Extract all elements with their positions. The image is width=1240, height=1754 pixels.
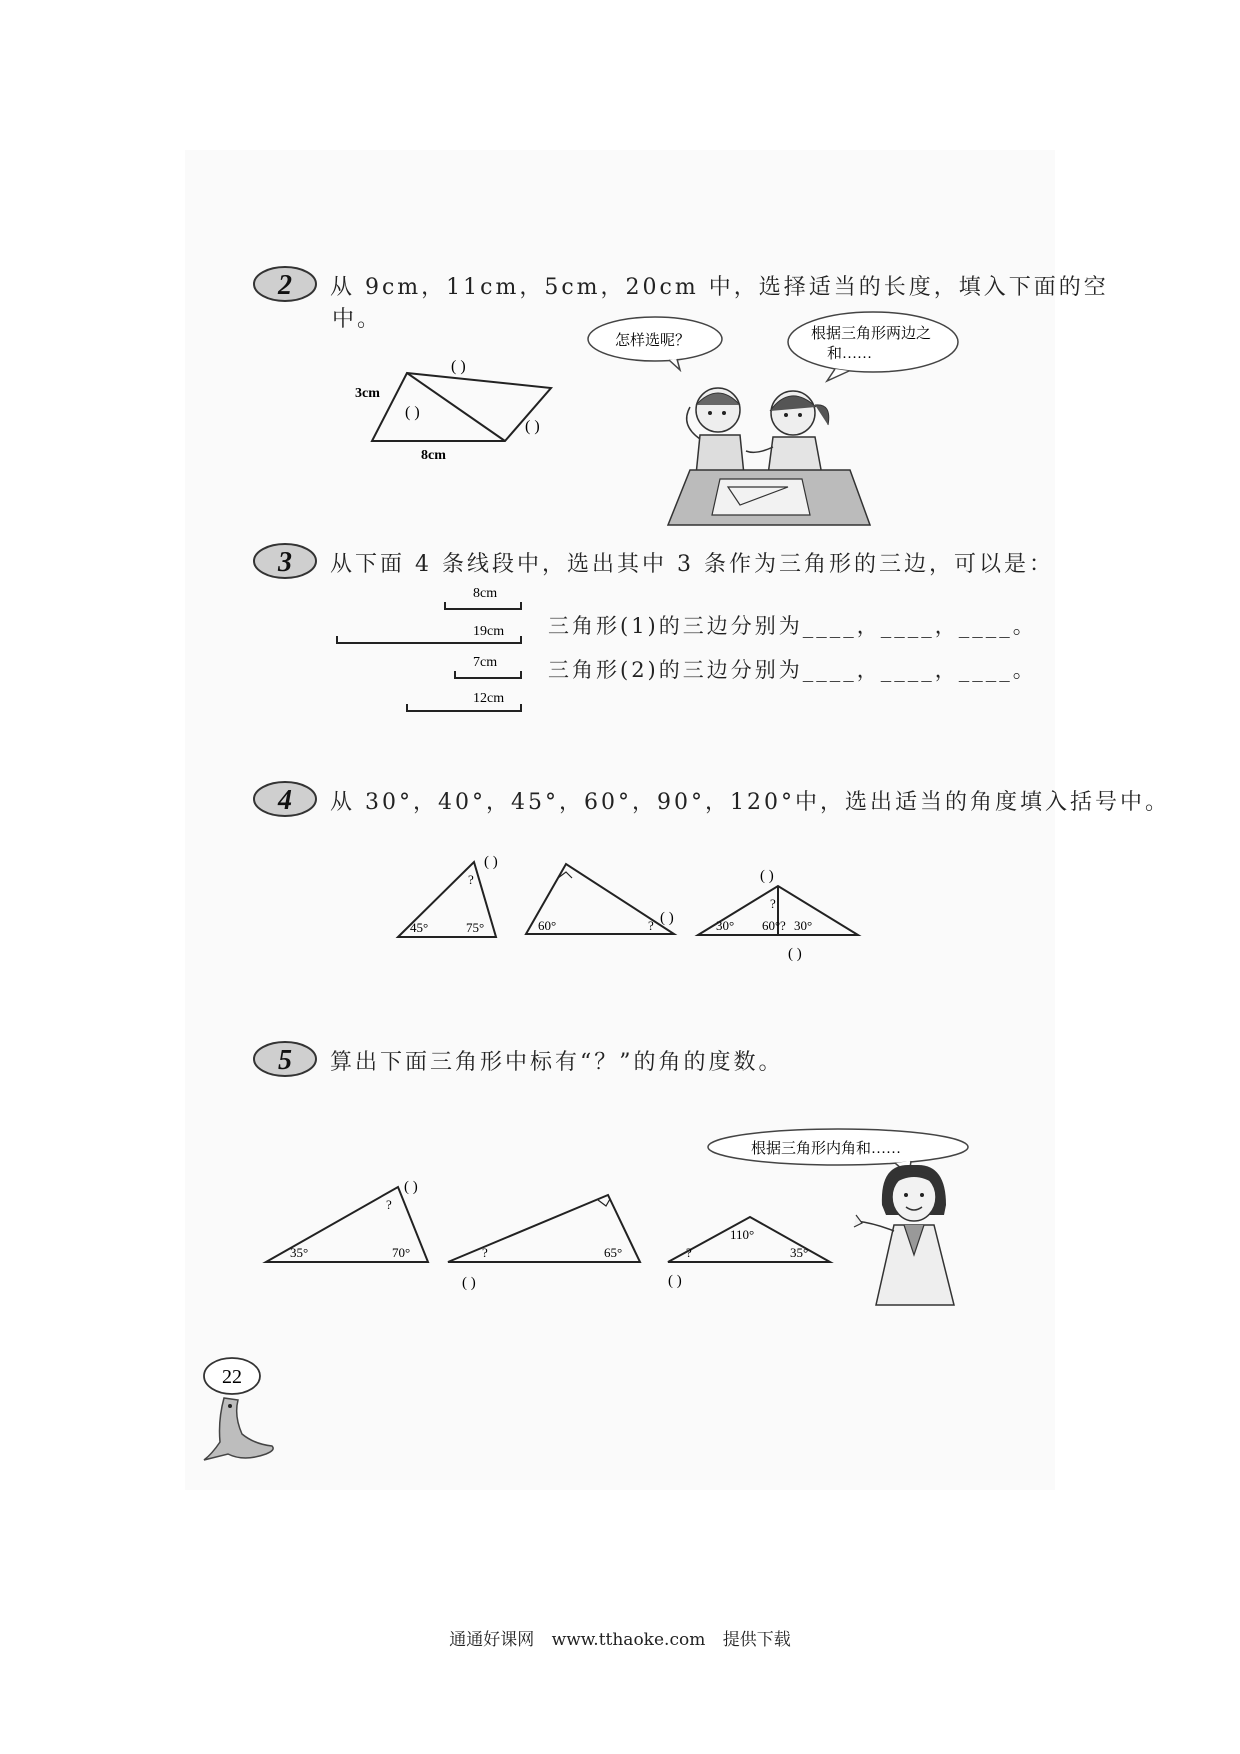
svg-text:70°: 70° (392, 1245, 411, 1260)
svg-text:( ): ( ) (462, 1275, 476, 1291)
blank-right: ( ) (525, 418, 540, 435)
page-number: 22 (222, 1366, 242, 1388)
bubble-text-line1: 根据三角形两边之 (811, 326, 932, 342)
svg-text:?: ? (468, 872, 474, 887)
label-side-bottom: 8cm (421, 448, 446, 463)
question-2-text-line2: 中。 (332, 307, 383, 332)
question-number: 5 (278, 1045, 292, 1076)
footer-url[interactable]: www.tthaoke.com (551, 1630, 706, 1650)
svg-text:( ): ( ) (404, 1179, 418, 1195)
segment-label: 19cm (473, 624, 505, 639)
question-number: 4 (278, 785, 292, 816)
q4-triangles (390, 850, 870, 965)
svg-text:35°: 35° (290, 1245, 309, 1260)
question-4-text: 从 30°，40°，45°，60°，90°，120°中，选出适当的角度填入括号中。 (330, 790, 1170, 815)
segment-label: 8cm (473, 586, 498, 601)
children-illustration (660, 375, 880, 535)
svg-text:?: ? (648, 918, 654, 933)
footer-note: 提供下载 (722, 1630, 791, 1650)
question-2-text-line1: 从 9cm，11cm，5cm，20cm 中，选择适当的长度，填入下面的空 (330, 275, 1109, 300)
svg-text:30°: 30° (716, 918, 735, 933)
svg-text:( ): ( ) (668, 1273, 682, 1289)
page-number-seal (198, 1350, 288, 1470)
question-badge-2 (252, 265, 318, 303)
q5-triangles (260, 1175, 860, 1300)
segment-label: 12cm (473, 691, 505, 706)
question-number: 3 (278, 547, 292, 578)
girl-illustration (850, 1165, 980, 1315)
bubble-text-line2: 和…… (827, 346, 873, 362)
svg-text:75°: 75° (466, 920, 485, 935)
svg-text:?: ? (482, 1245, 488, 1260)
svg-text:( ): ( ) (760, 868, 774, 884)
footer (0, 1625, 1240, 1650)
blank-top: ( ) (451, 358, 466, 375)
svg-text:35°: 35° (790, 1245, 809, 1260)
question-5-text: 算出下面三角形中标有“？”的角的度数。 (330, 1050, 784, 1075)
bubble-text: 根据三角形内角和…… (751, 1141, 902, 1157)
label-side-left: 3cm (355, 386, 380, 401)
parallelogram-figure (355, 355, 570, 465)
speech-bubble-left (585, 312, 730, 372)
bubble-text: 怎样选呢？ (615, 333, 691, 349)
question-3-text: 从下面 4 条线段中，选出其中 3 条作为三角形的三边，可以是： (330, 552, 1054, 577)
svg-text:?: ? (770, 896, 776, 911)
svg-text:60°: 60° (538, 918, 557, 933)
svg-text:( ): ( ) (788, 946, 802, 962)
triangle-2-sides: 三角形(2)的三边分别为____，____，____。 (548, 658, 1037, 682)
svg-text:( ): ( ) (660, 910, 674, 926)
speech-bubble-right (785, 308, 965, 383)
question-badge-5 (252, 1040, 318, 1078)
question-badge-3 (252, 542, 318, 580)
segment-figure (335, 580, 535, 715)
svg-text:30°: 30° (794, 918, 813, 933)
svg-text:?: ? (686, 1245, 692, 1260)
svg-text:60°: 60° (762, 918, 781, 933)
footer-site: 通通好课网 (449, 1630, 535, 1650)
svg-text:?: ? (780, 918, 786, 933)
question-badge-4 (252, 780, 318, 818)
svg-text:( ): ( ) (484, 854, 498, 870)
svg-text:?: ? (386, 1197, 392, 1212)
svg-text:65°: 65° (604, 1245, 623, 1260)
svg-text:45°: 45° (410, 920, 429, 935)
svg-text:110°: 110° (730, 1227, 755, 1242)
segment-label: 7cm (473, 655, 498, 670)
blank-diagonal: ( ) (405, 404, 420, 421)
question-number: 2 (278, 270, 292, 301)
triangle-1-sides: 三角形(1)的三边分别为____，____，____。 (548, 614, 1037, 638)
